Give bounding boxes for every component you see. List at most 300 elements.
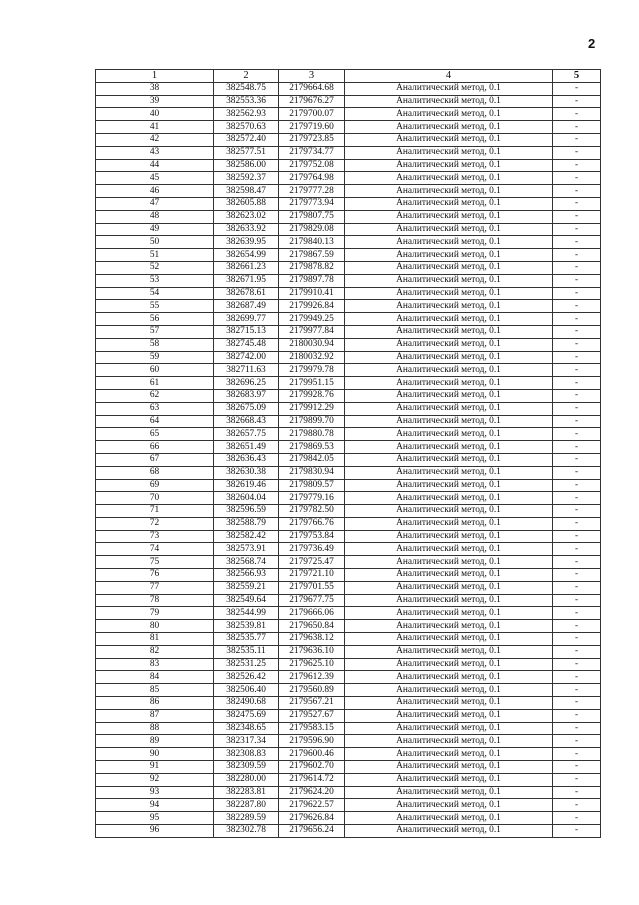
y-coordinate-cell: 2179842.05 (279, 453, 345, 466)
table-row (96, 415, 601, 428)
point-number-cell: 39 (96, 95, 214, 108)
point-number-cell: 88 (96, 722, 214, 735)
point-number-cell: 92 (96, 773, 214, 786)
table-row (96, 543, 601, 556)
point-number-cell: 91 (96, 761, 214, 774)
method-cell: Аналитический метод, 0.1 (345, 799, 553, 812)
x-coordinate-cell: 382636.43 (214, 453, 279, 466)
y-coordinate-cell: 2179809.57 (279, 479, 345, 492)
table-row (96, 197, 601, 210)
method-cell: Аналитический метод, 0.1 (345, 684, 553, 697)
point-number-cell: 76 (96, 569, 214, 582)
point-number-cell: 94 (96, 799, 214, 812)
y-coordinate-cell: 2180032.92 (279, 351, 345, 364)
x-coordinate-cell: 382559.21 (214, 581, 279, 594)
table-row (96, 428, 601, 441)
x-coordinate-cell: 382639.95 (214, 236, 279, 249)
x-coordinate-cell: 382675.09 (214, 402, 279, 415)
x-coordinate-cell: 382287.80 (214, 799, 279, 812)
table-row (96, 210, 601, 223)
note-cell: - (553, 95, 601, 108)
method-cell: Аналитический метод, 0.1 (345, 530, 553, 543)
x-coordinate-cell: 382596.59 (214, 505, 279, 518)
note-cell: - (553, 569, 601, 582)
y-coordinate-cell: 2179602.70 (279, 761, 345, 774)
y-coordinate-cell: 2179807.75 (279, 210, 345, 223)
y-coordinate-cell: 2179779.16 (279, 492, 345, 505)
point-number-cell: 41 (96, 121, 214, 134)
y-coordinate-cell: 2179910.41 (279, 287, 345, 300)
x-coordinate-cell: 382572.40 (214, 133, 279, 146)
note-cell: - (553, 773, 601, 786)
y-coordinate-cell: 2179773.94 (279, 197, 345, 210)
x-coordinate-cell: 382544.99 (214, 607, 279, 620)
y-coordinate-cell: 2179782.50 (279, 505, 345, 518)
point-number-cell: 56 (96, 313, 214, 326)
table-row (96, 658, 601, 671)
point-number-cell: 66 (96, 441, 214, 454)
table-row (96, 697, 601, 710)
method-cell: Аналитический метод, 0.1 (345, 210, 553, 223)
x-coordinate-cell: 382570.63 (214, 121, 279, 134)
note-cell: - (553, 684, 601, 697)
note-cell: - (553, 261, 601, 274)
y-coordinate-cell: 2179596.90 (279, 735, 345, 748)
y-coordinate-cell: 2179752.08 (279, 159, 345, 172)
point-number-cell: 68 (96, 466, 214, 479)
y-coordinate-cell: 2179666.06 (279, 607, 345, 620)
method-cell: Аналитический метод, 0.1 (345, 645, 553, 658)
method-cell: Аналитический метод, 0.1 (345, 825, 553, 838)
table-row (96, 108, 601, 121)
point-number-cell: 82 (96, 645, 214, 658)
note-cell: - (553, 812, 601, 825)
y-coordinate-cell: 2179636.10 (279, 645, 345, 658)
x-coordinate-cell: 382562.93 (214, 108, 279, 121)
x-coordinate-cell: 382605.88 (214, 197, 279, 210)
point-number-cell: 54 (96, 287, 214, 300)
x-coordinate-cell: 382671.95 (214, 274, 279, 287)
method-cell: Аналитический метод, 0.1 (345, 95, 553, 108)
point-number-cell: 63 (96, 402, 214, 415)
table-row (96, 389, 601, 402)
y-coordinate-cell: 2179567.21 (279, 697, 345, 710)
table-row (96, 146, 601, 159)
note-cell: - (553, 274, 601, 287)
header-col-3: 3 (279, 70, 345, 83)
point-number-cell: 45 (96, 172, 214, 185)
y-coordinate-cell: 2179840.13 (279, 236, 345, 249)
y-coordinate-cell: 2179766.76 (279, 517, 345, 530)
table-row (96, 581, 601, 594)
x-coordinate-cell: 382553.36 (214, 95, 279, 108)
table-row (96, 492, 601, 505)
point-number-cell: 89 (96, 735, 214, 748)
point-number-cell: 74 (96, 543, 214, 556)
x-coordinate-cell: 382619.46 (214, 479, 279, 492)
table-row (96, 453, 601, 466)
page-number: 2 (588, 36, 596, 51)
point-number-cell: 43 (96, 146, 214, 159)
table-row (96, 313, 601, 326)
method-cell: Аналитический метод, 0.1 (345, 812, 553, 825)
point-number-cell: 95 (96, 812, 214, 825)
point-number-cell: 55 (96, 300, 214, 313)
note-cell: - (553, 633, 601, 646)
method-cell: Аналитический метод, 0.1 (345, 415, 553, 428)
x-coordinate-cell: 382696.25 (214, 377, 279, 390)
x-coordinate-cell: 382289.59 (214, 812, 279, 825)
note-cell: - (553, 786, 601, 799)
note-cell: - (553, 607, 601, 620)
x-coordinate-cell: 382598.47 (214, 185, 279, 198)
note-cell: - (553, 594, 601, 607)
method-cell: Аналитический метод, 0.1 (345, 569, 553, 582)
y-coordinate-cell: 2179951.15 (279, 377, 345, 390)
table-row (96, 505, 601, 518)
table-row (96, 633, 601, 646)
method-cell: Аналитический метод, 0.1 (345, 658, 553, 671)
x-coordinate-cell: 382302.78 (214, 825, 279, 838)
x-coordinate-cell: 382657.75 (214, 428, 279, 441)
note-cell: - (553, 108, 601, 121)
method-cell: Аналитический метод, 0.1 (345, 159, 553, 172)
x-coordinate-cell: 382661.23 (214, 261, 279, 274)
x-coordinate-cell: 382592.37 (214, 172, 279, 185)
method-cell: Аналитический метод, 0.1 (345, 428, 553, 441)
note-cell: - (553, 709, 601, 722)
table-row (96, 722, 601, 735)
x-coordinate-cell: 382549.64 (214, 594, 279, 607)
y-coordinate-cell: 2179614.72 (279, 773, 345, 786)
y-coordinate-cell: 2179638.12 (279, 633, 345, 646)
method-cell: Аналитический метод, 0.1 (345, 82, 553, 95)
method-cell: Аналитический метод, 0.1 (345, 620, 553, 633)
method-cell: Аналитический метод, 0.1 (345, 735, 553, 748)
table-row (96, 325, 601, 338)
table-row (96, 364, 601, 377)
method-cell: Аналитический метод, 0.1 (345, 594, 553, 607)
table-row (96, 466, 601, 479)
y-coordinate-cell: 2179664.68 (279, 82, 345, 95)
table-row (96, 569, 601, 582)
table-row (96, 594, 601, 607)
method-cell: Аналитический метод, 0.1 (345, 313, 553, 326)
x-coordinate-cell: 382548.75 (214, 82, 279, 95)
note-cell: - (553, 300, 601, 313)
method-cell: Аналитический метод, 0.1 (345, 223, 553, 236)
table-row (96, 786, 601, 799)
method-cell: Аналитический метод, 0.1 (345, 300, 553, 313)
table-row (96, 620, 601, 633)
table-row (96, 441, 601, 454)
note-cell: - (553, 722, 601, 735)
point-number-cell: 87 (96, 709, 214, 722)
y-coordinate-cell: 2179979.78 (279, 364, 345, 377)
method-cell: Аналитический метод, 0.1 (345, 364, 553, 377)
method-cell: Аналитический метод, 0.1 (345, 633, 553, 646)
x-coordinate-cell: 382651.49 (214, 441, 279, 454)
note-cell: - (553, 121, 601, 134)
method-cell: Аналитический метод, 0.1 (345, 389, 553, 402)
point-number-cell: 73 (96, 530, 214, 543)
point-number-cell: 60 (96, 364, 214, 377)
y-coordinate-cell: 2179736.49 (279, 543, 345, 556)
table-row (96, 607, 601, 620)
point-number-cell: 86 (96, 697, 214, 710)
y-coordinate-cell: 2179650.84 (279, 620, 345, 633)
note-cell: - (553, 479, 601, 492)
x-coordinate-cell: 382623.02 (214, 210, 279, 223)
x-coordinate-cell: 382604.04 (214, 492, 279, 505)
note-cell: - (553, 441, 601, 454)
method-cell: Аналитический метод, 0.1 (345, 761, 553, 774)
coordinates-table (95, 69, 601, 838)
point-number-cell: 64 (96, 415, 214, 428)
y-coordinate-cell: 2179700.07 (279, 108, 345, 121)
method-cell: Аналитический метод, 0.1 (345, 402, 553, 415)
y-coordinate-cell: 2179977.84 (279, 325, 345, 338)
note-cell: - (553, 287, 601, 300)
point-number-cell: 40 (96, 108, 214, 121)
table-row (96, 82, 601, 95)
y-coordinate-cell: 2179829.08 (279, 223, 345, 236)
table-row (96, 748, 601, 761)
x-coordinate-cell: 382742.00 (214, 351, 279, 364)
y-coordinate-cell: 2179600.46 (279, 748, 345, 761)
note-cell: - (553, 620, 601, 633)
method-cell: Аналитический метод, 0.1 (345, 185, 553, 198)
method-cell: Аналитический метод, 0.1 (345, 786, 553, 799)
table-row (96, 223, 601, 236)
table-row (96, 95, 601, 108)
method-cell: Аналитический метод, 0.1 (345, 172, 553, 185)
point-number-cell: 84 (96, 671, 214, 684)
note-cell: - (553, 364, 601, 377)
x-coordinate-cell: 382678.61 (214, 287, 279, 300)
point-number-cell: 77 (96, 581, 214, 594)
x-coordinate-cell: 382654.99 (214, 249, 279, 262)
table-row (96, 261, 601, 274)
x-coordinate-cell: 382535.77 (214, 633, 279, 646)
table-row (96, 274, 601, 287)
method-cell: Аналитический метод, 0.1 (345, 108, 553, 121)
method-cell: Аналитический метод, 0.1 (345, 274, 553, 287)
point-number-cell: 44 (96, 159, 214, 172)
note-cell: - (553, 146, 601, 159)
x-coordinate-cell: 382630.38 (214, 466, 279, 479)
header-col-1: 1 (96, 70, 214, 83)
point-number-cell: 42 (96, 133, 214, 146)
x-coordinate-cell: 382573.91 (214, 543, 279, 556)
note-cell: - (553, 505, 601, 518)
x-coordinate-cell: 382683.97 (214, 389, 279, 402)
method-cell: Аналитический метод, 0.1 (345, 479, 553, 492)
x-coordinate-cell: 382668.43 (214, 415, 279, 428)
y-coordinate-cell: 2179734.77 (279, 146, 345, 159)
note-cell: - (553, 735, 601, 748)
note-cell: - (553, 185, 601, 198)
y-coordinate-cell: 2179869.53 (279, 441, 345, 454)
point-number-cell: 96 (96, 825, 214, 838)
table-row (96, 172, 601, 185)
table-row (96, 236, 601, 249)
table-body (96, 82, 601, 837)
note-cell: - (553, 748, 601, 761)
point-number-cell: 79 (96, 607, 214, 620)
point-number-cell: 83 (96, 658, 214, 671)
method-cell: Аналитический метод, 0.1 (345, 249, 553, 262)
method-cell: Аналитический метод, 0.1 (345, 453, 553, 466)
table-row (96, 121, 601, 134)
note-cell: - (553, 543, 601, 556)
x-coordinate-cell: 382633.92 (214, 223, 279, 236)
method-cell: Аналитический метод, 0.1 (345, 197, 553, 210)
table-row (96, 402, 601, 415)
table-row (96, 812, 601, 825)
y-coordinate-cell: 2179926.84 (279, 300, 345, 313)
x-coordinate-cell: 382566.93 (214, 569, 279, 582)
y-coordinate-cell: 2179677.75 (279, 594, 345, 607)
method-cell: Аналитический метод, 0.1 (345, 581, 553, 594)
header-col-2: 2 (214, 70, 279, 83)
note-cell: - (553, 159, 601, 172)
method-cell: Аналитический метод, 0.1 (345, 505, 553, 518)
x-coordinate-cell: 382348.65 (214, 722, 279, 735)
point-number-cell: 47 (96, 197, 214, 210)
y-coordinate-cell: 2179527.67 (279, 709, 345, 722)
point-number-cell: 69 (96, 479, 214, 492)
table-header-row (96, 70, 601, 83)
method-cell: Аналитический метод, 0.1 (345, 236, 553, 249)
point-number-cell: 80 (96, 620, 214, 633)
method-cell: Аналитический метод, 0.1 (345, 133, 553, 146)
x-coordinate-cell: 382711.63 (214, 364, 279, 377)
method-cell: Аналитический метод, 0.1 (345, 773, 553, 786)
point-number-cell: 57 (96, 325, 214, 338)
point-number-cell: 53 (96, 274, 214, 287)
method-cell: Аналитический метод, 0.1 (345, 261, 553, 274)
note-cell: - (553, 389, 601, 402)
note-cell: - (553, 517, 601, 530)
note-cell: - (553, 313, 601, 326)
note-cell: - (553, 671, 601, 684)
y-coordinate-cell: 2179560.89 (279, 684, 345, 697)
table-row (96, 133, 601, 146)
y-coordinate-cell: 2179701.55 (279, 581, 345, 594)
x-coordinate-cell: 382745.48 (214, 338, 279, 351)
x-coordinate-cell: 382475.69 (214, 709, 279, 722)
table-row (96, 300, 601, 313)
method-cell: Аналитический метод, 0.1 (345, 722, 553, 735)
x-coordinate-cell: 382308.83 (214, 748, 279, 761)
y-coordinate-cell: 2179723.85 (279, 133, 345, 146)
table-row (96, 479, 601, 492)
method-cell: Аналитический метод, 0.1 (345, 377, 553, 390)
x-coordinate-cell: 382586.00 (214, 159, 279, 172)
point-number-cell: 51 (96, 249, 214, 262)
header-col-4: 4 (345, 70, 553, 83)
point-number-cell: 78 (96, 594, 214, 607)
y-coordinate-cell: 2180030.94 (279, 338, 345, 351)
note-cell: - (553, 581, 601, 594)
x-coordinate-cell: 382699.77 (214, 313, 279, 326)
note-cell: - (553, 415, 601, 428)
x-coordinate-cell: 382309.59 (214, 761, 279, 774)
note-cell: - (553, 799, 601, 812)
note-cell: - (553, 645, 601, 658)
point-number-cell: 50 (96, 236, 214, 249)
table-row (96, 825, 601, 838)
point-number-cell: 62 (96, 389, 214, 402)
method-cell: Аналитический метод, 0.1 (345, 517, 553, 530)
note-cell: - (553, 249, 601, 262)
table-row (96, 761, 601, 774)
note-cell: - (553, 223, 601, 236)
method-cell: Аналитический метод, 0.1 (345, 351, 553, 364)
method-cell: Аналитический метод, 0.1 (345, 492, 553, 505)
point-number-cell: 85 (96, 684, 214, 697)
point-number-cell: 72 (96, 517, 214, 530)
table-row (96, 799, 601, 812)
x-coordinate-cell: 382582.42 (214, 530, 279, 543)
table-row (96, 185, 601, 198)
table-row (96, 709, 601, 722)
point-number-cell: 71 (96, 505, 214, 518)
note-cell: - (553, 428, 601, 441)
note-cell: - (553, 197, 601, 210)
y-coordinate-cell: 2179625.10 (279, 658, 345, 671)
table-row (96, 377, 601, 390)
y-coordinate-cell: 2179583.15 (279, 722, 345, 735)
method-cell: Аналитический метод, 0.1 (345, 748, 553, 761)
y-coordinate-cell: 2179899.70 (279, 415, 345, 428)
point-number-cell: 75 (96, 556, 214, 569)
table-row (96, 159, 601, 172)
x-coordinate-cell: 382568.74 (214, 556, 279, 569)
y-coordinate-cell: 2179721.10 (279, 569, 345, 582)
point-number-cell: 90 (96, 748, 214, 761)
table-row (96, 287, 601, 300)
y-coordinate-cell: 2179949.25 (279, 313, 345, 326)
method-cell: Аналитический метод, 0.1 (345, 146, 553, 159)
point-number-cell: 38 (96, 82, 214, 95)
table-row (96, 517, 601, 530)
table-row (96, 351, 601, 364)
method-cell: Аналитический метод, 0.1 (345, 466, 553, 479)
y-coordinate-cell: 2179897.78 (279, 274, 345, 287)
note-cell: - (553, 402, 601, 415)
note-cell: - (553, 530, 601, 543)
table-row (96, 556, 601, 569)
note-cell: - (553, 172, 601, 185)
point-number-cell: 67 (96, 453, 214, 466)
note-cell: - (553, 697, 601, 710)
note-cell: - (553, 82, 601, 95)
y-coordinate-cell: 2179676.27 (279, 95, 345, 108)
note-cell: - (553, 556, 601, 569)
point-number-cell: 59 (96, 351, 214, 364)
table-row (96, 338, 601, 351)
y-coordinate-cell: 2179719.60 (279, 121, 345, 134)
x-coordinate-cell: 382687.49 (214, 300, 279, 313)
y-coordinate-cell: 2179753.84 (279, 530, 345, 543)
header-col-5: 5 (553, 70, 601, 83)
y-coordinate-cell: 2179612.39 (279, 671, 345, 684)
point-number-cell: 61 (96, 377, 214, 390)
table-row (96, 684, 601, 697)
note-cell: - (553, 377, 601, 390)
